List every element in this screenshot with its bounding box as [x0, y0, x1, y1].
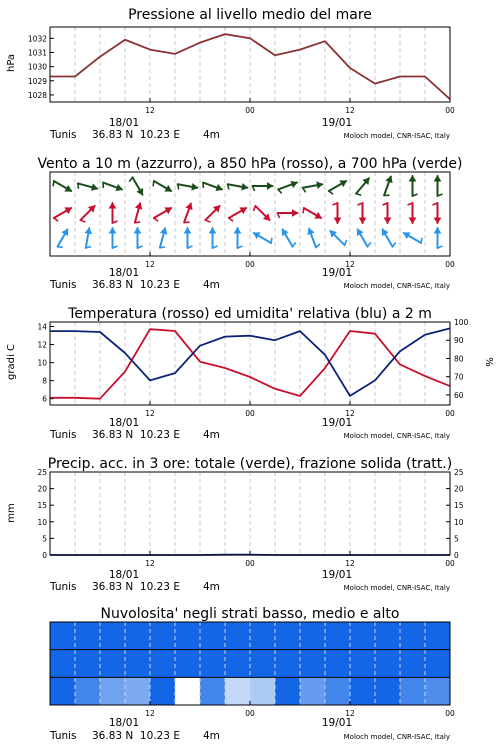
- wind-barb: [154, 208, 171, 221]
- wind-arrowhead: [435, 218, 441, 223]
- wind-feather: [421, 238, 422, 243]
- x-tick-label: 12: [345, 409, 355, 418]
- wind-feather: [316, 244, 320, 248]
- wind-barb: [85, 228, 91, 248]
- wind-xticks: [145, 252, 455, 269]
- wind-arrowhead: [308, 229, 314, 235]
- cloud-model: Moloch model, CNR-ISAC, Italy: [343, 733, 450, 741]
- humidity-yticks: [446, 318, 469, 400]
- wind-feather: [278, 189, 282, 193]
- precipitation-model: Moloch model, CNR-ISAC, Italy: [343, 584, 450, 592]
- wind-barb: [303, 182, 323, 192]
- wind-barb: [135, 203, 142, 222]
- cloud-cell: [150, 677, 175, 705]
- cloud-coords: 36.83 N 10.23 E: [92, 730, 180, 742]
- y-tick-label: 1031: [27, 48, 47, 58]
- y-tick-label: 100: [454, 318, 469, 327]
- wind-barb: [408, 203, 416, 223]
- precipitation-location: Tunis: [50, 581, 77, 593]
- wind-title: Vento a 10 m (azzurro), a 850 hPa (rosso), a 700 hPa (verde): [37, 156, 463, 172]
- wind-arrowhead: [216, 185, 222, 191]
- pressure-elevation: 4m: [203, 129, 220, 141]
- x-tick-label: 00: [245, 559, 255, 568]
- y-tick-label: 5: [454, 534, 459, 544]
- y-tick-label: 5: [42, 534, 47, 544]
- wind-barb: [435, 228, 443, 248]
- wind-barb: [382, 229, 395, 246]
- wind-arrowhead: [317, 182, 322, 188]
- temperature-yticks: [37, 323, 54, 404]
- y-tick-label: 80: [454, 354, 464, 364]
- precipitation-gridlines: [75, 472, 425, 555]
- wind-barb: [357, 229, 370, 246]
- x-tick-label: 00: [245, 260, 255, 269]
- wind-arrowhead: [242, 184, 247, 190]
- y-tick-label: 1029: [27, 76, 47, 86]
- x-tick-label: 12: [145, 260, 155, 269]
- wind-feather: [154, 218, 158, 221]
- x-tick-label: 12: [345, 260, 355, 269]
- wind-barb: [178, 184, 198, 190]
- wind-model: Moloch model, CNR-ISAC, Italy: [343, 282, 450, 290]
- y-tick-label: 1032: [27, 34, 47, 44]
- wind-barb: [80, 206, 94, 222]
- wind-feather: [228, 184, 229, 189]
- wind-arrowhead: [135, 228, 141, 233]
- wind-barb: [54, 208, 71, 221]
- cloud-cell: [225, 677, 250, 705]
- wind-arrowhead: [116, 185, 122, 191]
- y-tick-label: 6: [42, 394, 47, 404]
- wind-barb: [110, 203, 118, 223]
- cloud-date-1: 18/01: [108, 717, 140, 729]
- wind-feather: [54, 218, 58, 221]
- wind-barb: [184, 204, 192, 223]
- cloud-footer: [49, 717, 450, 742]
- temperature-date-2: 19/01: [321, 417, 353, 429]
- x-tick-label: 12: [345, 709, 355, 718]
- wind-barb: [358, 203, 366, 223]
- x-tick-label: 00: [245, 106, 255, 115]
- x-tick-label: 00: [445, 260, 455, 269]
- wind-location: Tunis: [50, 279, 77, 291]
- cloud-date-2: 19/01: [321, 717, 353, 729]
- wind-barb: [254, 233, 272, 243]
- precipitation-panel: [6, 456, 464, 593]
- wind-barb: [58, 229, 68, 247]
- y-tick-label: 20: [37, 484, 47, 494]
- x-tick-label: 00: [445, 559, 455, 568]
- cloud-panel: [49, 606, 455, 742]
- wind-arrowhead: [291, 182, 297, 188]
- wind-feather: [86, 247, 91, 248]
- wind-barb: [110, 228, 118, 248]
- wind-barb: [205, 206, 219, 222]
- precipitation-yticks: [37, 468, 54, 560]
- cloud-cell: [50, 677, 75, 705]
- y-tick-label: 0: [454, 551, 459, 560]
- y-tick-label: 10: [454, 517, 464, 527]
- wind-barb: [253, 183, 273, 191]
- wind-arrowhead: [293, 210, 298, 216]
- wind-arrowhead: [386, 177, 392, 183]
- x-tick-label: 12: [145, 106, 155, 115]
- wind-arrowhead: [335, 218, 341, 223]
- cloud-elevation: 4m: [203, 730, 220, 742]
- cloud-cell: [125, 677, 150, 705]
- wind-arrowhead: [92, 184, 98, 190]
- cloud-cell: [275, 677, 300, 705]
- temperature-gridlines: [75, 322, 425, 405]
- wind-date-2: 19/01: [321, 267, 353, 279]
- temperature-elevation: 4m: [203, 429, 220, 441]
- y-tick-label: 1030: [27, 62, 47, 72]
- cloud-location: Tunis: [50, 730, 77, 742]
- x-tick-label: 12: [345, 559, 355, 568]
- wind-coords: 36.83 N 10.23 E: [92, 279, 180, 291]
- wind-feather: [303, 208, 304, 213]
- wind-feather: [78, 183, 79, 188]
- wind-feather: [229, 218, 233, 221]
- precipitation-ylabel: mm: [6, 503, 17, 523]
- y-tick-label: 1028: [27, 90, 47, 100]
- wind-arrowhead: [410, 176, 416, 181]
- wind-barb: [278, 182, 297, 194]
- wind-barb: [103, 183, 122, 191]
- cloud-cell: [325, 677, 350, 705]
- wind-barb: [303, 208, 321, 218]
- temperature-title: Temperatura (rosso) ed umidita' relativa (blu) a 2 m: [68, 306, 432, 322]
- wind-arrowhead: [192, 184, 197, 190]
- wind-arrowhead: [110, 228, 116, 233]
- precipitation-title: Precip. acc. in 3 ore: totale (verde), frazione solida (tratt.): [47, 456, 453, 472]
- wind-feather: [153, 181, 154, 186]
- precipitation-date-1: 18/01: [108, 569, 140, 581]
- y-tick-label: 15: [37, 501, 47, 511]
- wind-barb: [333, 203, 341, 223]
- wind-barb: [433, 203, 441, 223]
- wind-arrowhead: [186, 204, 192, 210]
- wind-feather: [205, 220, 210, 222]
- y-tick-label: 10: [37, 358, 47, 368]
- pressure-model: Moloch model, CNR-ISAC, Italy: [343, 132, 450, 140]
- wind-footer: [49, 267, 450, 291]
- cloud-cell: [175, 677, 200, 705]
- wind-barb: [329, 181, 346, 194]
- y-tick-label: 8: [42, 376, 47, 386]
- x-tick-label: 00: [445, 106, 455, 115]
- temperature-panel: [6, 306, 494, 441]
- cloud-cell: [300, 677, 325, 705]
- x-tick-label: 00: [245, 409, 255, 418]
- wind-barb: [53, 181, 71, 191]
- wind-arrowhead: [85, 228, 91, 233]
- wind-arrowhead: [185, 228, 191, 233]
- wind-elevation: 4m: [203, 279, 220, 291]
- wind-panel: [37, 156, 462, 291]
- cloud-title: Nuvolosita' negli strati basso, medio e alto: [100, 606, 400, 622]
- pressure-footer: [49, 117, 450, 141]
- wind-arrowhead: [385, 218, 391, 223]
- cloud-cell: [250, 677, 275, 705]
- wind-feather: [356, 194, 361, 196]
- x-tick-label: 12: [345, 106, 355, 115]
- y-tick-label: 12: [37, 340, 47, 350]
- temperature-ylabel: gradi C: [6, 344, 17, 380]
- cloud-cell: [425, 677, 450, 705]
- precipitation-right-yticks: [446, 468, 464, 560]
- wind-barb: [160, 228, 167, 247]
- x-tick-label: 00: [445, 709, 455, 718]
- precipitation-date-2: 19/01: [321, 569, 353, 581]
- y-tick-label: 20: [454, 484, 464, 494]
- wind-feather: [129, 177, 132, 181]
- wind-barb: [253, 206, 269, 220]
- temperature-model: Moloch model, CNR-ISAC, Italy: [343, 432, 450, 440]
- wind-arrowhead: [110, 203, 116, 208]
- y-tick-label: 25: [37, 468, 47, 477]
- temperature-date-1: 18/01: [108, 417, 140, 429]
- wind-barb: [384, 177, 392, 196]
- wind-arrowhead: [210, 228, 216, 233]
- pressure-title: Pressione al livello medio del mare: [128, 7, 372, 23]
- wind-barb: [153, 181, 171, 191]
- cloud-cell: [200, 677, 225, 705]
- wind-feather: [135, 222, 140, 223]
- wind-feather: [58, 247, 63, 248]
- wind-arrowhead: [435, 228, 441, 233]
- wind-feather: [178, 184, 179, 189]
- pressure-date-2: 19/01: [321, 117, 353, 129]
- wind-barb: [129, 177, 142, 194]
- temperature-footer: [49, 417, 450, 441]
- wind-barb: [185, 228, 193, 248]
- wind-barb: [308, 229, 320, 248]
- wind-feather: [329, 191, 333, 194]
- wind-barb: [203, 183, 222, 191]
- wind-feather: [345, 240, 347, 245]
- wind-feather: [393, 242, 396, 246]
- wind-barb: [78, 183, 97, 190]
- wind-arrowhead: [360, 218, 366, 223]
- wind-feather: [271, 238, 272, 243]
- precipitation-xticks: [145, 551, 455, 568]
- wind-arrowhead: [268, 183, 273, 189]
- wind-arrowhead: [410, 218, 416, 223]
- precipitation-coords: 36.83 N 10.23 E: [92, 581, 180, 593]
- cloud-cell: [375, 677, 400, 705]
- wind-barb: [356, 178, 369, 195]
- temperature-location: Tunis: [50, 429, 77, 441]
- y-tick-label: 10: [37, 517, 47, 527]
- pressure-location: Tunis: [50, 129, 77, 141]
- x-tick-label: 12: [145, 709, 155, 718]
- humidity-ylabel: %: [483, 357, 494, 367]
- precipitation-elevation: 4m: [203, 581, 220, 593]
- wind-barb: [235, 228, 243, 248]
- wind-barb: [229, 208, 246, 221]
- pressure-ylabel: hPa: [6, 53, 17, 73]
- wind-gridlines: [75, 172, 425, 256]
- pressure-date-1: 18/01: [108, 117, 140, 129]
- temperature-xticks: [145, 401, 455, 418]
- cloud-cell: [350, 677, 375, 705]
- wind-barb: [228, 184, 248, 190]
- wind-arrowhead: [136, 203, 142, 209]
- x-tick-label: 12: [145, 409, 155, 418]
- wind-feather: [53, 181, 54, 186]
- wind-feather: [253, 206, 255, 211]
- wind-barb: [282, 229, 295, 246]
- pressure-panel: [6, 7, 455, 141]
- pressure-coords: 36.83 N 10.23 E: [92, 129, 180, 141]
- x-tick-label: 12: [145, 559, 155, 568]
- wind-barb: [278, 210, 298, 218]
- temperature-coords: 36.83 N 10.23 E: [92, 429, 180, 441]
- y-tick-label: 25: [454, 468, 464, 477]
- wind-feather: [368, 242, 371, 246]
- wind-feather: [80, 220, 85, 222]
- precipitation-footer: [49, 569, 450, 593]
- y-tick-label: 15: [454, 501, 464, 511]
- wind-barb: [210, 228, 218, 248]
- y-tick-label: 90: [454, 336, 464, 346]
- wind-date-1: 18/01: [108, 267, 140, 279]
- wind-feather: [160, 247, 165, 248]
- cloud-cell: [400, 677, 425, 705]
- wind-barb: [330, 231, 346, 245]
- wind-arrowhead: [435, 176, 441, 181]
- wind-barbs: [53, 176, 442, 248]
- cloud-cell: [75, 677, 100, 705]
- wind-barb: [435, 176, 443, 196]
- x-tick-label: 00: [245, 709, 255, 718]
- wind-arrowhead: [161, 228, 167, 234]
- x-tick-label: 00: [445, 409, 455, 418]
- wind-barb: [410, 176, 418, 196]
- y-tick-label: 14: [37, 322, 47, 332]
- y-tick-label: 60: [454, 390, 464, 400]
- y-tick-label: 70: [454, 372, 464, 382]
- y-tick-label: 0: [42, 551, 47, 560]
- wind-barb: [404, 233, 422, 243]
- wind-feather: [293, 242, 296, 246]
- wind-arrowhead: [235, 228, 241, 233]
- wind-barb: [135, 228, 143, 248]
- cloud-cell: [100, 677, 125, 705]
- wind-barb: [383, 203, 391, 223]
